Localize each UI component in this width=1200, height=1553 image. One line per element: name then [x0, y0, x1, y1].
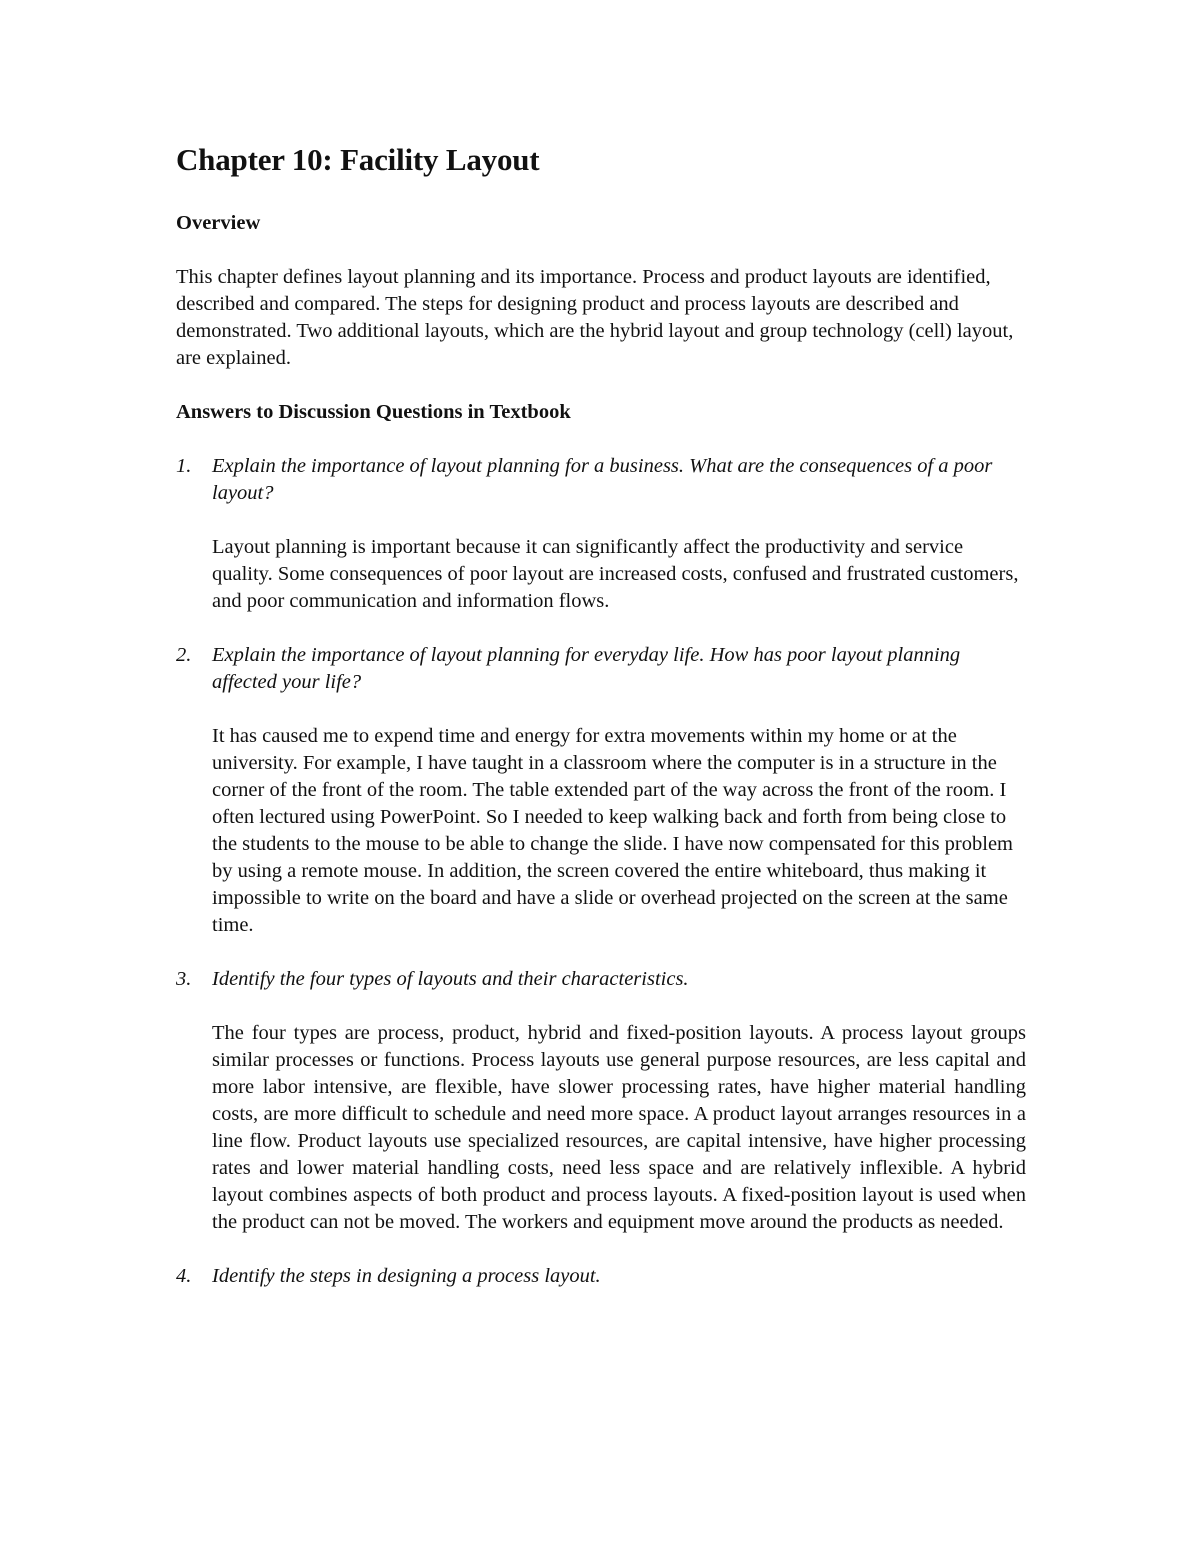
answer-text: The four types are process, product, hybrid and fixed-position layouts. A process layout groups similar processes or functions. Process layouts use general purpose resources, are less capital and more labor intensive, are flexible, have slower processing rates, have higher material handling costs, are more difficult to schedule and need more space. A product layout arranges resources in a line flow. Product layouts use specialized resources, are capital intensive, have higher processing rates and lower material handling costs, need less space and are relatively inflexible. A hybrid layout combines aspects of both product and process layouts. A fixed-position layout is used when the product can not be moved. The workers and equipment move around the products as needed.	[212, 1022, 1026, 1233]
chapter-title: Chapter 10: Facility Layout	[176, 142, 540, 177]
answer-text: Layout planning is important because it can significantly affect the productivity and service quality. Some consequences of poor layout are increased costs, confused and frustrated customers, and poor communication and information flows.	[212, 536, 1019, 612]
question-item-3	[176, 966, 1026, 1236]
question-number: 3.	[176, 968, 192, 990]
overview-paragraph: This chapter defines layout planning and its importance. Process and product layouts are identified, described and compared. The steps for designing product and process layouts are described and demonstrated. Two additional layouts, which are the hybrid layout and group technology (cell) layout, are explained.	[176, 266, 1014, 369]
document-page	[176, 140, 1026, 1317]
question-number: 1.	[176, 455, 192, 477]
question-text: Explain the importance of layout planning for a business. What are the consequences of a poor layout?	[212, 455, 993, 504]
question-item-1	[176, 453, 1026, 615]
answer-text: It has caused me to expend time and energy for extra movements within my home or at the university. For example, I have taught in a classroom where the computer is in a structure in the corner of the front of the room. The table extended part of the way across the front of the room. I often lectured using PowerPoint. So I needed to keep walking back and forth from being close to the students to the mouse to be able to change the slide. I have now compensated for this problem by using a remote mouse. In addition, the screen covered the entire whiteboard, thus making it impossible to write on the board and have a slide or overhead projected on the screen at the same time.	[212, 725, 1014, 936]
answers-heading: Answers to Discussion Questions in Textbook	[176, 401, 571, 423]
question-number: 2.	[176, 644, 192, 666]
question-text: Identify the four types of layouts and their characteristics.	[212, 968, 689, 990]
question-item-2	[176, 642, 1026, 939]
question-list	[176, 453, 1026, 1290]
question-text: Explain the importance of layout planning for everyday life. How has poor layout planning affected your life?	[212, 644, 961, 693]
question-text: Identify the steps in designing a process layout.	[212, 1265, 601, 1287]
overview-heading: Overview	[176, 212, 261, 234]
question-number: 4.	[176, 1265, 192, 1287]
question-item-4	[176, 1263, 1026, 1290]
